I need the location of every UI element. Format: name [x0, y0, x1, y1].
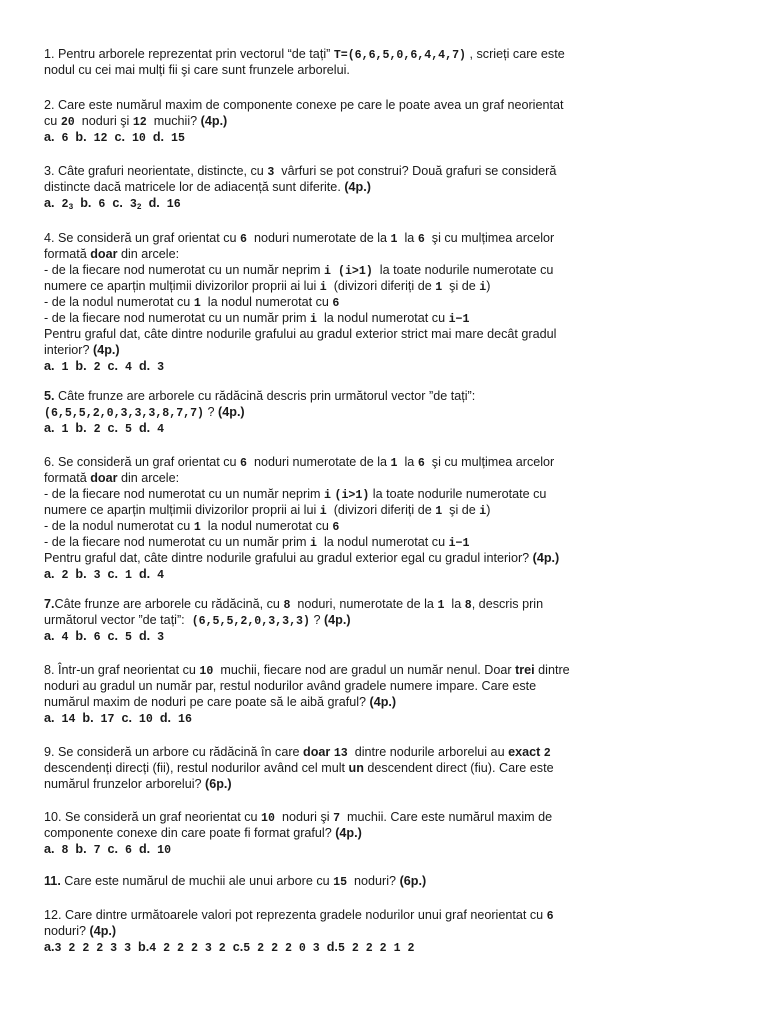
- question-line: (6,5,5,2,0,3,3,3,8,7,7) ? (4p.): [44, 405, 245, 420]
- question-line: cu 20 noduri şi 12 muchii? (4p.): [44, 114, 228, 129]
- question-10: [44, 809, 734, 857]
- question-line: - de la nodul numerotat cu 1 la nodul numerotat cu 6: [44, 295, 340, 310]
- question-line: numărul frunzelor arborelui? (6p.): [44, 777, 232, 791]
- question-line: 12. Care dintre următoarele valori pot reprezenta gradele nodurilor unui graf neorientat cu 6: [44, 908, 554, 923]
- answer-options: a. 6 b. 12 c. 10 d. 15: [44, 130, 185, 145]
- points-label: (4p.): [89, 924, 117, 938]
- question-line: - de la nodul numerotat cu 1 la nodul numerotat cu 6: [44, 519, 340, 534]
- question-6: [44, 454, 734, 582]
- answer-options: a. $2_3$ b. 6 c. $3_2$ d. 16: [44, 196, 181, 212]
- question-line: 10. Se consideră un graf neorientat cu 10 noduri şi 7 muchii. Care este numărul maxim de: [44, 810, 553, 825]
- question-12: [44, 907, 734, 955]
- question-line: - de la fiecare nod numerotat cu un număr neprim i (i>1) la toate nodurile numerotate cu: [44, 263, 554, 278]
- question-line: 11. Care este numărul de muchii ale unui arbore cu 15 noduri? (6p.): [44, 874, 427, 889]
- question-line: - de la fiecare nod numerotat cu un număr neprim i (i>1) la toate nodurile numerotate cu: [44, 487, 547, 502]
- question-line: interior? (4p.): [44, 343, 120, 357]
- question-line: noduri au gradul un număr par, restul nodurilor având gradele numere impare. Care este: [44, 679, 537, 693]
- points-label: (4p.): [335, 826, 362, 840]
- answer-options: a. 8 b. 7 c. 6 d. 10: [44, 842, 172, 857]
- question-8: [44, 662, 734, 726]
- answer-options: a. 1 b. 2 c. 5 d. 4: [44, 421, 165, 436]
- points-label: (4p.): [200, 114, 228, 128]
- points-label: (4p.): [323, 613, 351, 627]
- points-label: (4p.): [369, 695, 397, 709]
- question-line: 3. Câte grafuri neorientate, distincte, cu 3 vârfuri se pot construi? Două grafuri se consideră: [44, 164, 557, 179]
- question-line: nodul cu cei mai mulți fii şi care sunt frunzele arborelui.: [44, 63, 350, 77]
- points-label: (6p.): [399, 874, 427, 888]
- question-1: [44, 46, 734, 78]
- points-label: (4p.): [218, 405, 245, 419]
- question-line: - de la fiecare nod numerotat cu un număr prim i la nodul numerotat cu i−1: [44, 311, 470, 326]
- question-line: distincte dacă matricele lor de adiacență sunt diferite. (4p.): [44, 180, 371, 194]
- answer-options: a. 4 b. 6 c. 5 d. 3: [44, 629, 165, 644]
- question-2: [44, 97, 734, 145]
- points-label: (4p.): [532, 551, 560, 565]
- question-line: 8. Într-un graf neorientat cu 10 muchii, fiecare nod are gradul un număr nenul. Doar trei dintre: [44, 663, 570, 678]
- question-line: - de la fiecare nod numerotat cu un număr prim i la nodul numerotat cu i−1: [44, 535, 470, 550]
- question-line: componente conexe din care poate fi format graful? (4p.): [44, 826, 362, 840]
- question-line: noduri? (4p.): [44, 924, 117, 938]
- question-line: 4. Se consideră un graf orientat cu 6 noduri numerotate de la 1 la 6 şi cu mulțimea arcelor: [44, 231, 555, 246]
- question-7: [44, 596, 734, 644]
- question-line: 6. Se consideră un graf orientat cu 6 noduri numerotate de la 1 la 6 şi cu mulțimea arcelor: [44, 455, 555, 470]
- answer-options: a.3 2 2 2 3 3 b.4 2 2 2 3 2 c.5 2 2 2 0 3 d.5 2 2 2 1 2: [44, 940, 415, 955]
- question-line: numărul maxim de noduri pe care poate să le aibă graful? (4p.): [44, 695, 397, 709]
- answer-options: a. 2 b. 3 c. 1 d. 4: [44, 567, 165, 582]
- question-line: [44, 46, 734, 62]
- answer-options: a. 1 b. 2 c. 4 d. 3: [44, 359, 165, 374]
- points-label: (4p.): [93, 343, 120, 357]
- question-line: 2. Care este numărul maxim de componente conexe pe care le poate avea un graf neorientat: [44, 98, 564, 112]
- question-line: Pentru graful dat, câte dintre nodurile grafului au gradul exterior strict mai mare decât gradul: [44, 327, 557, 341]
- question-line: numere ce aparțin mulțimii divizorilor proprii ai lui i (divizori diferiți de 1 şi de i): [44, 279, 491, 294]
- q1-code: T=(6,6,5,0,6,4,4,7): [333, 49, 467, 62]
- question-line: descendenți direcți (fii), restul nodurilor având cel mult un descendent direct (fiu). Care este: [44, 761, 554, 775]
- question-line: 7.Câte frunze are arborele cu rădăcină, cu 8 noduri, numerotate de la 1 la 8, descris prin: [44, 597, 544, 612]
- points-label: (4p.): [344, 180, 371, 194]
- question-line: formată doar din arcele:: [44, 471, 180, 485]
- question-line: formată doar din arcele:: [44, 247, 180, 261]
- question-line: Pentru graful dat, câte dintre nodurile grafului au gradul exterior egal cu gradul interior? (4p.): [44, 551, 560, 565]
- question-4: [44, 230, 734, 374]
- q1-text-b: , scrieți care este: [466, 47, 565, 61]
- q1-text-a: 1. Pentru arborele reprezentat prin vectorul “de tați”: [44, 47, 334, 61]
- question-11: [44, 873, 734, 889]
- points-label: (6p.): [205, 777, 232, 791]
- question-3: [44, 163, 734, 211]
- question-line: numere ce aparțin mulțimii divizorilor proprii ai lui i (divizori diferiți de 1 şi de i): [44, 503, 491, 518]
- question-5: [44, 388, 734, 436]
- question-line: 9. Se consideră un arbore cu rădăcină în care doar 13 dintre nodurile arborelui au exact 2: [44, 745, 551, 760]
- question-line: următorul vector ”de tați”: (6,5,5,2,0,3,3,3) ? (4p.): [44, 613, 351, 628]
- question-line: 5. Câte frunze are arborele cu rădăcină descris prin următorul vector ”de tați”:: [44, 389, 476, 403]
- answer-options: a. 14 b. 17 c. 10 d. 16: [44, 711, 192, 726]
- question-9: [44, 744, 734, 792]
